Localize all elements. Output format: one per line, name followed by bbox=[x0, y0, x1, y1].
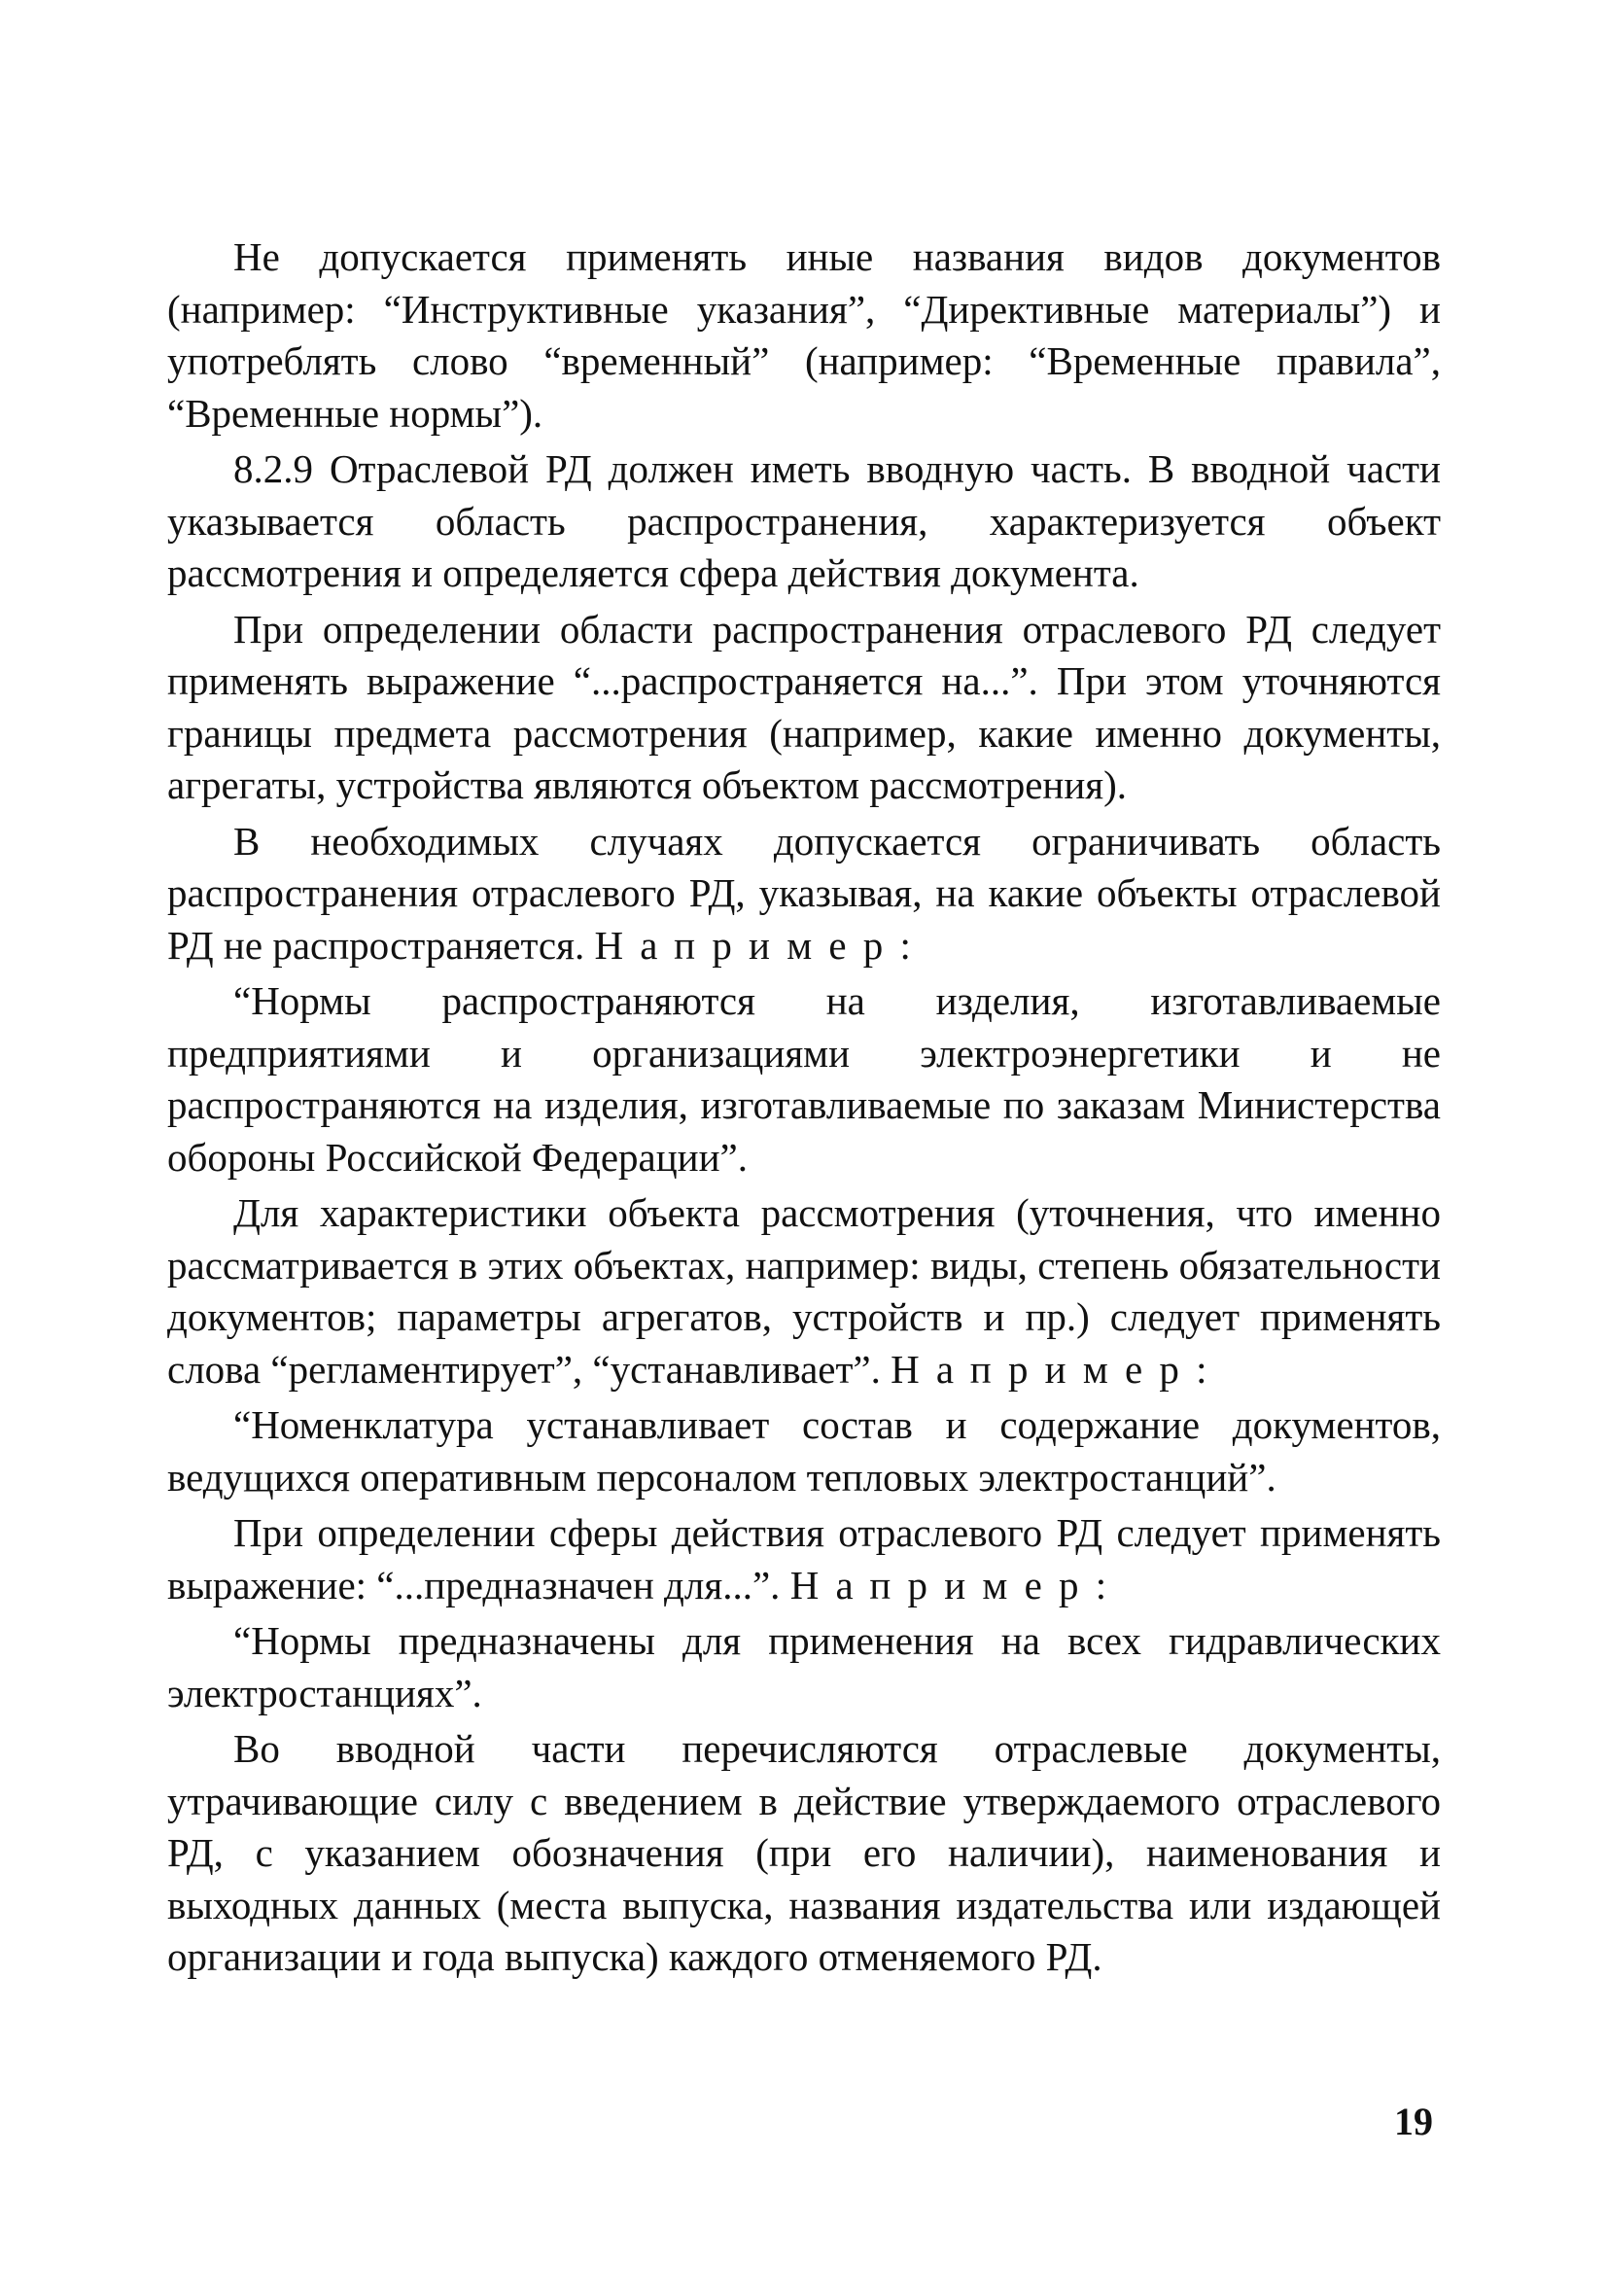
page-number: 19 bbox=[1394, 2100, 1433, 2143]
paragraph-sphere-of-action bbox=[167, 1507, 1441, 1611]
example-label: Например: bbox=[594, 922, 928, 968]
example-label: Например: bbox=[891, 1346, 1224, 1392]
quote-hydro-norms: “Нормы предназначены для применения на всех гидравлических электростанциях”. bbox=[167, 1618, 1441, 1715]
object-characteristics-text: Для характеристики объекта рассмотрения (уточнения, что именно рассматривается в этих объектах, например: виды, степень обязательности документов; параметры агрегатов, устройств и пр.) следует применять слова “регламентирует”, “устанавливает”. bbox=[167, 1190, 1441, 1392]
example-label: Например: bbox=[789, 1562, 1124, 1607]
sphere-of-action-text: При определении сферы действия отраслевого РД следует применять выражение: “...предназначен для...”. bbox=[167, 1510, 1441, 1607]
paragraph-object-characteristics bbox=[167, 1187, 1441, 1395]
quote-nomenclature: “Номенклатура устанавливает состав и содержание документов, ведущихся оперативным персоналом тепловых электростанций”. bbox=[167, 1402, 1441, 1500]
paragraph-document-names: Не допускается применять иные названия видов документов (например: “Инструктивные указания”, “Директивные материалы”) и употреблять слово “временный” (например: “Временные правила”, “Временные нормы”). bbox=[167, 234, 1441, 436]
scope-limit-text: В необходимых случаях допускается ограничивать область распространения отраслевого РД, указывая, на какие объекты отраслевой РД не распространяется. bbox=[167, 818, 1441, 968]
paragraph-cancelled-documents: Во вводной части перечисляются отраслевые документы, утрачивающие силу с введением в действие утверждаемого отраслевого РД, с указанием обозначения (при его наличии), наименования и выходных данных (места выпуска, названия издательства или издающей организации и года выпуска) каждого отменяемого РД. bbox=[167, 1726, 1441, 1979]
paragraph-8-2-9: 8.2.9 Отраслевой РД должен иметь вводную часть. В вводной части указывается область распространения, характеризуется объект рассмотрения и определяется сфера действия документа. bbox=[167, 446, 1441, 595]
body-text bbox=[167, 231, 1441, 1984]
paragraph-scope-expression: При определении области распространения отраслевого РД следует применять выражение “...распространяется на...”. При этом уточняются границы предмета рассмотрения (например, какие именно документы, агрегаты, устройства являются объектом рассмотрения). bbox=[167, 606, 1441, 807]
quote-norms-scope: “Нормы распространяются на изделия, изготавливаемые предприятиями и организациями электроэнергетики и не распространяются на изделия, изготавливаемые по заказам Министерства обороны Российской Федерации”. bbox=[167, 978, 1441, 1180]
paragraph-scope-limit bbox=[167, 816, 1441, 972]
